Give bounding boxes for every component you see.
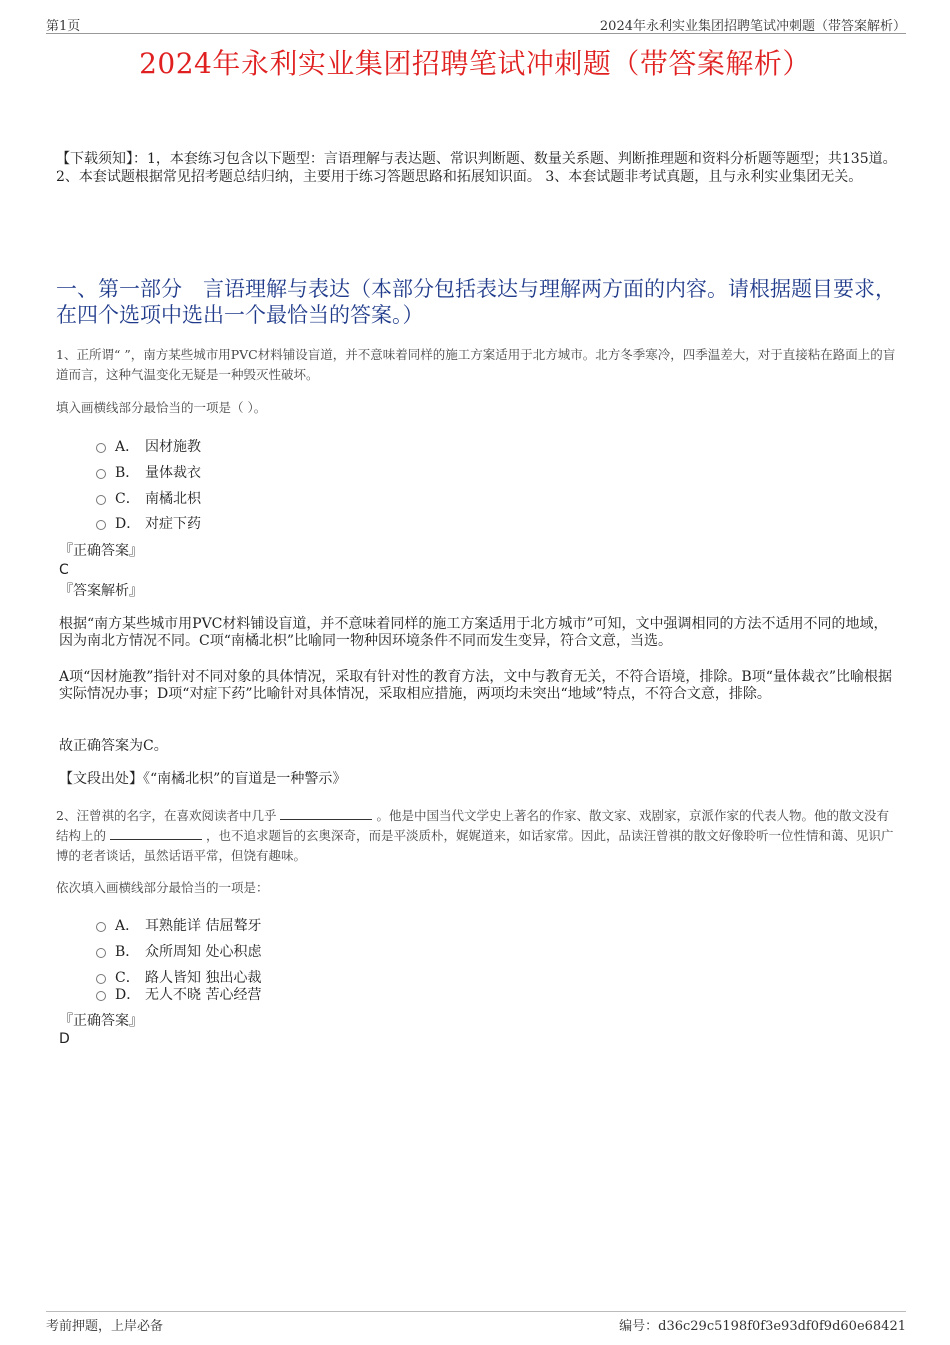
q1-option-a[interactable] bbox=[96, 436, 201, 456]
footer-slogan: 考前押题，上岸必备 bbox=[46, 1319, 164, 1334]
radio-icon[interactable] bbox=[96, 948, 106, 958]
page-title: 2024年永利实业集团招聘笔试冲刺题（带答案解析） bbox=[139, 47, 811, 80]
page-number: 第1页 bbox=[46, 19, 81, 34]
q2-answer-label: 『正确答案』 bbox=[59, 1013, 143, 1029]
q2-option-a[interactable] bbox=[96, 915, 261, 935]
q1-conclusion: 故正确答案为C。 bbox=[59, 738, 168, 754]
option-key: D． bbox=[115, 987, 141, 1003]
q2-stem-part-a: 2、汪曾祺的名字，在喜欢阅读者中几乎 bbox=[56, 808, 277, 823]
question-2-stem bbox=[56, 806, 898, 866]
q1-analysis-2: A项“因材施教”指针对不同对象的具体情况，采取有针对性的教育方法，文中与教育无关，不符合语境，排除。B项“量体裁衣”比喻根据实际情况办事；D项“对症下药”比喻针对具体情况，采取相应措施，两项均未突出“地域”特点，不符合文意，排除。 bbox=[59, 669, 893, 702]
option-text: 无人不晓 苦心经营 bbox=[145, 987, 262, 1003]
option-text: 对症下药 bbox=[145, 516, 201, 532]
option-text: 路人皆知 独出心裁 bbox=[145, 970, 262, 986]
q1-source: 【文段出处】《“南橘北枳”的盲道是一种警示》 bbox=[59, 771, 347, 787]
option-text: 南橘北枳 bbox=[145, 491, 201, 507]
radio-icon[interactable] bbox=[96, 991, 106, 1001]
option-text: 耳熟能详 佶屈聱牙 bbox=[145, 918, 262, 934]
option-key: B． bbox=[115, 944, 140, 960]
q2-answer: D bbox=[59, 1031, 70, 1047]
footer-doc-id: 编号：d36c29c5198f0f3e93df0f9d60e68421 bbox=[619, 1319, 906, 1334]
section-title: 一、第一部分 言语理解与表达（本部分包括表达与理解两方面的内容。请根据题目要求，在四个选项中选出一个最恰当的答案。） bbox=[56, 277, 896, 327]
q2-option-b[interactable] bbox=[96, 941, 261, 961]
radio-icon[interactable] bbox=[96, 922, 106, 932]
option-text: 因材施教 bbox=[145, 439, 201, 455]
radio-icon[interactable] bbox=[96, 974, 106, 984]
radio-icon[interactable] bbox=[96, 520, 106, 530]
q2-stem-part-b: 。他是中国当代文学史上著名的作家、散文家、戏剧家，京派作家的代表人物。他的散文没有结构上的 bbox=[56, 808, 889, 843]
page-header bbox=[46, 13, 906, 34]
q2-option-d[interactable] bbox=[96, 984, 261, 1004]
option-text: 量体裁衣 bbox=[145, 465, 201, 481]
q2-stem-part-c: ，也不追求题旨的玄奥深奇，而是平淡质朴，娓娓道来，如话家常。因此，品读汪曾祺的散文好像聆听一位性情和蔼、见识广博的老者谈话，虽然话语平常，但饶有趣味。 bbox=[56, 828, 894, 863]
q1-answer: C bbox=[59, 562, 69, 578]
option-key: D． bbox=[115, 516, 141, 532]
question-1-prompt: 填入画横线部分最恰当的一项是（ ）。 bbox=[56, 400, 267, 415]
download-notice: 【下载须知】：1，本套练习包含以下题型：言语理解与表达题、常识判断题、数量关系题、判断推理题和资料分析题等题型；共135道。 2、本套试题根据常见招考题总结归纳，主要用于练习答题思路和拓展知识面。 3、本套试题非考试真题，且与永利实业集团无关。 bbox=[56, 151, 897, 185]
radio-icon[interactable] bbox=[96, 443, 106, 453]
q1-analysis-1: 根据“南方某些城市用PVC材料铺设盲道，并不意味着同样的施工方案适用于北方城市”可知，文中强调相同的方法不适用不同的地域，因为南北方情况不同。C项“南橘北枳”比喻同一物种因环境条件不同而发生变异，符合文意，当选。 bbox=[59, 616, 888, 649]
q1-option-d[interactable] bbox=[96, 513, 201, 533]
fill-blank-2 bbox=[110, 827, 202, 840]
option-key: C． bbox=[115, 970, 140, 986]
radio-icon[interactable] bbox=[96, 469, 106, 479]
fill-blank-1 bbox=[280, 807, 372, 820]
option-key: A． bbox=[115, 439, 140, 455]
header-doc-title: 2024年永利实业集团招聘笔试冲刺题（带答案解析） bbox=[599, 19, 906, 34]
q1-answer-label: 『正确答案』 bbox=[59, 543, 143, 559]
page-footer bbox=[46, 1311, 906, 1334]
q1-option-c[interactable] bbox=[96, 488, 201, 508]
q1-option-b[interactable] bbox=[96, 462, 201, 482]
option-key: A． bbox=[115, 918, 140, 934]
question-1-stem: 1、正所谓“ ”，南方某些城市用PVC材料铺设盲道，并不意味着同样的施工方案适用于北方城市。北方冬季寒冷，四季温差大，对于直接粘在路面上的盲道而言，这种气温变化无疑是一种毁灭性破坏。 bbox=[56, 347, 896, 382]
q1-analysis-label: 『答案解析』 bbox=[59, 583, 143, 599]
option-key: C． bbox=[115, 491, 140, 507]
radio-icon[interactable] bbox=[96, 495, 106, 505]
option-text: 众所周知 处心积虑 bbox=[145, 944, 262, 960]
option-key: B． bbox=[115, 465, 140, 481]
question-2-prompt: 依次填入画横线部分最恰当的一项是： bbox=[56, 880, 269, 895]
